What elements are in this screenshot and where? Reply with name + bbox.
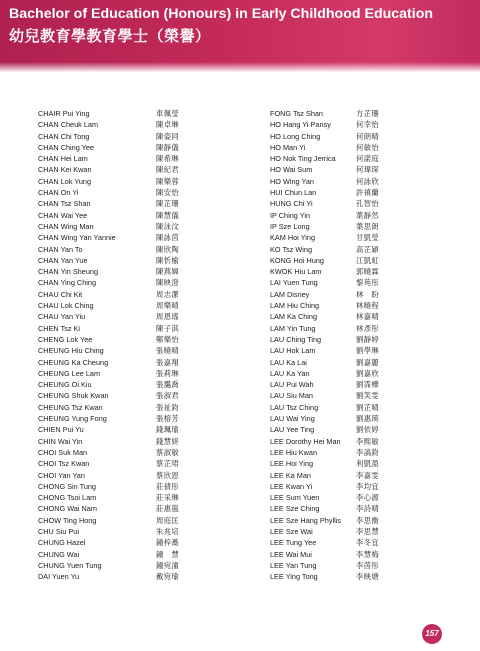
- name-english: LAU Ka Yan: [270, 368, 310, 378]
- name-english: HO Wing Yan: [270, 176, 314, 186]
- name-row: [270, 390, 470, 401]
- name-english: LAI Yuen Tung: [270, 278, 318, 288]
- name-chinese: 劉芷晴: [356, 402, 380, 412]
- name-chinese: 劉靜婷: [356, 334, 380, 344]
- name-chinese: 孔智怡: [356, 199, 380, 209]
- name-chinese: 周庭匡: [156, 515, 180, 525]
- name-english: CHEUNG Ka Cheung: [38, 357, 109, 367]
- name-english: LAM Ka Ching: [270, 312, 318, 322]
- name-chinese: 利凱盈: [356, 459, 380, 469]
- name-chinese: 劉依婷: [356, 425, 380, 435]
- name-row: [38, 492, 238, 503]
- name-row: [270, 119, 470, 130]
- name-row: [270, 549, 470, 560]
- name-row: [270, 153, 470, 164]
- name-english: CHAN Wai Yee: [38, 210, 88, 220]
- name-chinese: 方芷珊: [356, 109, 380, 118]
- name-row: [270, 515, 470, 526]
- name-english: LAU Wai Ying: [270, 414, 315, 424]
- name-chinese: 李思慧: [356, 526, 380, 536]
- name-chinese: 張淑君: [156, 391, 180, 401]
- name-chinese: 李冬宜: [356, 538, 380, 548]
- name-english: CHAN Chi Tong: [38, 131, 90, 141]
- name-chinese: 鍾宛潼: [156, 560, 180, 570]
- name-chinese: 鄭樂怡: [156, 334, 180, 344]
- name-row: [270, 503, 470, 514]
- name-english: LEE Sum Yuen: [270, 493, 320, 503]
- name-english: CHAN Ying Ching: [38, 278, 96, 288]
- name-chinese: 張榕芳: [156, 414, 180, 424]
- name-chinese: 陳紀君: [156, 165, 180, 175]
- name-english: HO Nok Ting Jerrica: [270, 154, 336, 164]
- name-english: CHAN On Yi: [38, 188, 79, 198]
- name-english: CHAN Wing Man: [38, 221, 94, 231]
- name-chinese: 陳映澄: [156, 278, 180, 288]
- name-chinese: 鍾梓蕎: [156, 538, 180, 548]
- name-row: [38, 458, 238, 469]
- name-english: CHEN Tsz Ki: [38, 323, 81, 333]
- name-chinese: 陳燕嫦: [156, 267, 180, 277]
- name-row: [270, 424, 470, 435]
- name-row: [270, 481, 470, 492]
- name-english: LAU Pui Wah: [270, 380, 314, 390]
- name-chinese: 陳希琳: [156, 154, 180, 164]
- name-english: KWOK Hiu Lam: [270, 267, 322, 277]
- name-english: LEE Hiu Kwan: [270, 447, 318, 457]
- name-row: [270, 334, 470, 345]
- name-chinese: 陳子淇: [156, 323, 180, 333]
- name-english: CHAU Yan Yiu: [38, 312, 86, 322]
- name-english: CHAN Yan To: [38, 244, 83, 254]
- name-english: DAI Yuen Yu: [38, 572, 80, 582]
- name-english: HUI Chun Lan: [270, 188, 317, 198]
- name-chinese: 高芷穎: [356, 244, 380, 254]
- name-chinese: 陳靜儀: [156, 142, 180, 152]
- name-chinese: 林 盼: [356, 289, 380, 299]
- name-chinese: 劉嘉欣: [356, 368, 380, 378]
- name-english: CHIN Wai Yin: [38, 436, 83, 446]
- name-chinese: 朱兆培: [156, 526, 180, 536]
- name-row: [270, 368, 470, 379]
- name-row: [38, 515, 238, 526]
- name-english: CHIEN Pui Yu: [38, 425, 84, 435]
- name-chinese: 錢慧妍: [156, 436, 180, 446]
- name-english: CHAU Lok Ching: [38, 301, 94, 311]
- name-chinese: 何敏怡: [356, 142, 380, 152]
- name-row: [38, 176, 238, 187]
- name-row: [38, 266, 238, 277]
- name-chinese: 莊采琳: [156, 493, 180, 503]
- name-english: IP Sze Long: [270, 221, 310, 231]
- name-english: LAM Yin Tung: [270, 323, 316, 333]
- name-row: [38, 470, 238, 481]
- name-chinese: 江凱虹: [356, 255, 380, 265]
- name-chinese: 張莉琳: [156, 368, 180, 378]
- name-chinese: 陳忻榆: [156, 255, 180, 265]
- name-row: [38, 571, 238, 582]
- name-chinese: 張祉鈞: [156, 402, 180, 412]
- name-chinese: 張嘉翔: [156, 357, 180, 367]
- name-english: CHOI Suk Man: [38, 447, 88, 457]
- name-row: [270, 311, 470, 322]
- name-chinese: 陳安怡: [156, 188, 180, 198]
- name-row: [270, 176, 470, 187]
- name-chinese: 何諾庭: [356, 154, 380, 164]
- name-row: [270, 198, 470, 209]
- name-row: [270, 244, 470, 255]
- name-chinese: 許禛蘭: [356, 188, 380, 198]
- name-chinese: 莊惠嵐: [156, 504, 180, 514]
- name-row: [270, 537, 470, 548]
- name-english: CHAU Chi Kit: [38, 289, 83, 299]
- name-english: LAU Siu Man: [270, 391, 313, 401]
- name-english: LEE Sze Wai: [270, 526, 313, 536]
- name-row: [38, 390, 238, 401]
- name-chinese: 李滈鈞: [356, 447, 380, 457]
- name-chinese: 陳芷珊: [156, 199, 180, 209]
- name-row: [38, 164, 238, 175]
- name-chinese: 李茵彤: [356, 560, 380, 570]
- name-chinese: 劉學琳: [356, 346, 380, 356]
- name-row: [38, 119, 238, 130]
- name-row: [38, 277, 238, 288]
- name-english: CHOI Tsz Kwan: [38, 459, 90, 469]
- name-row: [38, 345, 238, 356]
- name-english: CHEUNG Yung Fong: [38, 414, 107, 424]
- name-chinese: 周恩瑤: [156, 312, 180, 322]
- name-row: [270, 357, 470, 368]
- name-row: [270, 108, 470, 119]
- name-row: [38, 289, 238, 300]
- name-chinese: 張靄喬: [156, 380, 180, 390]
- name-english: CHAN Lok Yung: [38, 176, 92, 186]
- name-row: [38, 232, 238, 243]
- name-row: [270, 526, 470, 537]
- name-row: [38, 210, 238, 221]
- name-english: HUNG Chi Yi: [270, 199, 313, 209]
- name-english: LEE Hoi Ying: [270, 459, 313, 469]
- name-english: LEE Tung Yee: [270, 538, 317, 548]
- name-row: [38, 503, 238, 514]
- name-english: LEE Dorothy Hei Man: [270, 436, 341, 446]
- name-chinese: 葉靜然: [356, 210, 380, 220]
- name-row: [38, 300, 238, 311]
- name-row: [38, 198, 238, 209]
- name-chinese: 劉惠瑛: [356, 414, 380, 424]
- name-row: [270, 436, 470, 447]
- name-chinese: 陳樂蓉: [156, 176, 180, 186]
- name-row: [270, 560, 470, 571]
- name-row: [38, 424, 238, 435]
- name-chinese: 甘凱瑩: [356, 233, 380, 243]
- name-row: [270, 323, 470, 334]
- name-english: LEE Ying Tong: [270, 572, 318, 582]
- name-chinese: 周志潔: [156, 289, 180, 299]
- name-chinese: 陳姿同: [156, 131, 180, 141]
- name-english: CHEUNG Hiu Ching: [38, 346, 104, 356]
- name-english: LEE Sze Hang Phyllis: [270, 515, 341, 525]
- name-chinese: 林曉程: [356, 301, 380, 311]
- name-row: [38, 368, 238, 379]
- name-row: [38, 436, 238, 447]
- name-row: [38, 131, 238, 142]
- name-row: [38, 402, 238, 413]
- name-row: [38, 413, 238, 424]
- name-row: [38, 323, 238, 334]
- name-row: [270, 571, 470, 582]
- name-english: LAM Hiu Ching: [270, 301, 320, 311]
- name-english: CHUNG Wai: [38, 549, 80, 559]
- name-chinese: 劉笑雯: [356, 391, 380, 401]
- name-row: [270, 402, 470, 413]
- name-row: [270, 289, 470, 300]
- name-row: [38, 560, 238, 571]
- name-chinese: 李詩晴: [356, 504, 380, 514]
- name-row: [270, 232, 470, 243]
- name-chinese: 周樂晴: [156, 301, 180, 311]
- name-english: LAU Yee Ting: [270, 425, 315, 435]
- graduate-list-right: [270, 108, 470, 582]
- graduate-list-left: [38, 108, 238, 582]
- name-chinese: 錢珮瑜: [156, 425, 180, 435]
- name-chinese: 陳欣陶: [156, 244, 180, 254]
- name-chinese: 李均宜: [356, 481, 380, 491]
- name-english: CHAN Cheuk Lam: [38, 120, 99, 130]
- name-row: [38, 549, 238, 560]
- name-english: HO Man Yi: [270, 142, 306, 152]
- name-row: [38, 108, 238, 119]
- name-chinese: 蔡芷珺: [156, 459, 180, 469]
- name-chinese: 蔡欣恩: [156, 470, 180, 480]
- page-title-zh: 幼兒教育學教育學士（榮譽）: [9, 28, 211, 45]
- name-chinese: 何瑋琛: [356, 165, 380, 175]
- name-english: LAU Tsz Ching: [270, 402, 319, 412]
- name-english: LEE Kwan Yi: [270, 481, 313, 491]
- name-row: [38, 187, 238, 198]
- name-english: CHAN Yan Yue: [38, 255, 88, 265]
- name-english: KAM Hoi Ying: [270, 233, 316, 243]
- name-english: LEE Wai Mui: [270, 549, 312, 559]
- name-english: CHAN Wing Yan Yannie: [38, 233, 116, 243]
- name-english: CHONG Sin Tung: [38, 481, 96, 491]
- name-english: CHEUNG Tsz Kwan: [38, 402, 103, 412]
- name-english: CHOW Ting Hong: [38, 515, 97, 525]
- name-row: [38, 447, 238, 458]
- name-english: IP Ching Yin: [270, 210, 311, 220]
- name-chinese: 李熙敏: [356, 436, 380, 446]
- name-row: [270, 458, 470, 469]
- name-english: LEE Ka Man: [270, 470, 311, 480]
- name-chinese: 鍾 慧: [156, 549, 180, 559]
- name-english: CHOI Yan Yan: [38, 470, 85, 480]
- name-chinese: 林彥彤: [356, 323, 380, 333]
- name-english: HO Long Ching: [270, 131, 321, 141]
- name-chinese: 劉嘉麗: [356, 357, 380, 367]
- name-english: LAU Hok Lam: [270, 346, 316, 356]
- name-row: [270, 413, 470, 424]
- name-row: [270, 300, 470, 311]
- name-chinese: 蔡淑敏: [156, 447, 180, 457]
- name-english: LAM Disney: [270, 289, 310, 299]
- name-english: CHAN Ching Yee: [38, 142, 94, 152]
- name-row: [38, 481, 238, 492]
- name-chinese: 陳詠茵: [156, 233, 180, 243]
- name-row: [270, 345, 470, 356]
- name-row: [38, 311, 238, 322]
- name-row: [270, 142, 470, 153]
- name-english: CHONG Wai Nam: [38, 504, 97, 514]
- name-english: HO Wai Sum: [270, 165, 313, 175]
- name-english: CHONG Tsoi Lam: [38, 493, 97, 503]
- name-english: LAU Ching Ting: [270, 334, 322, 344]
- name-chinese: 莊倩彤: [156, 481, 180, 491]
- name-row: [270, 221, 470, 232]
- name-row: [270, 164, 470, 175]
- name-english: CHAN Tsz Shan: [38, 199, 91, 209]
- name-english: HO Hang Yi Pansy: [270, 120, 331, 130]
- name-chinese: 李映塘: [356, 572, 380, 582]
- name-english: FONG Tsz Shan: [270, 109, 323, 118]
- name-row: [38, 537, 238, 548]
- name-chinese: 車佩瑩: [156, 109, 180, 118]
- name-row: [270, 379, 470, 390]
- name-row: [38, 526, 238, 537]
- name-row: [38, 142, 238, 153]
- name-row: [38, 379, 238, 390]
- name-chinese: 李慧梅: [356, 549, 380, 559]
- name-chinese: 陳卓琳: [156, 120, 180, 130]
- name-english: KO Tsz Wing: [270, 244, 313, 254]
- name-english: CHU Siu Pui: [38, 526, 79, 536]
- name-row: [270, 470, 470, 481]
- name-chinese: 何幸怡: [356, 120, 380, 130]
- name-row: [38, 357, 238, 368]
- name-row: [38, 334, 238, 345]
- name-row: [38, 221, 238, 232]
- name-row: [270, 447, 470, 458]
- name-english: CHEUNG Oi Kiu: [38, 380, 92, 390]
- name-chinese: 郭曉霖: [356, 267, 380, 277]
- name-english: CHUNG Hazel: [38, 538, 86, 548]
- name-chinese: 陳泳汶: [156, 221, 180, 231]
- name-english: LAU Ka Lai: [270, 357, 307, 367]
- name-chinese: 張曉晴: [156, 346, 180, 356]
- name-english: CHAN Hei Lam: [38, 154, 88, 164]
- name-chinese: 陳慧儀: [156, 210, 180, 220]
- name-english: CHEUNG Shuk Kwan: [38, 391, 109, 401]
- page-number-badge: 157: [422, 624, 442, 644]
- name-english: LEE Yan Tung: [270, 560, 317, 570]
- name-chinese: 葉思朗: [356, 221, 380, 231]
- name-chinese: 黎苑彤: [356, 278, 380, 288]
- name-chinese: 李思衡: [356, 515, 380, 525]
- name-english: LEE Sze Ching: [270, 504, 320, 514]
- name-row: [270, 131, 470, 142]
- name-english: CHAIR Pui Ying: [38, 109, 90, 118]
- name-english: KONG Hoi Hung: [270, 255, 324, 265]
- page-title-en: Bachelor of Education (Honours) in Early Childhood Education: [9, 6, 434, 22]
- name-english: CHAN Yin Sheung: [38, 267, 99, 277]
- name-english: CHUNG Yuen Tung: [38, 560, 102, 570]
- name-chinese: 李心源: [356, 493, 380, 503]
- name-row: [270, 255, 470, 266]
- name-chinese: 何詠欣: [356, 176, 380, 186]
- name-chinese: 李嘉雯: [356, 470, 380, 480]
- name-row: [270, 277, 470, 288]
- name-english: CHEUNG Lee Lam: [38, 368, 101, 378]
- name-row: [270, 210, 470, 221]
- name-english: CHENG Lok Yee: [38, 334, 93, 344]
- name-chinese: 戴宛瑜: [156, 572, 180, 582]
- name-english: CHAN Kei Kwan: [38, 165, 92, 175]
- name-chinese: 劉霈樺: [356, 380, 380, 390]
- name-chinese: 何朗晴: [356, 131, 380, 141]
- name-row: [38, 255, 238, 266]
- name-chinese: 林嘉晴: [356, 312, 380, 322]
- name-row: [270, 187, 470, 198]
- name-row: [38, 244, 238, 255]
- name-row: [270, 266, 470, 277]
- name-row: [270, 492, 470, 503]
- name-row: [38, 153, 238, 164]
- header-banner: [0, 0, 480, 72]
